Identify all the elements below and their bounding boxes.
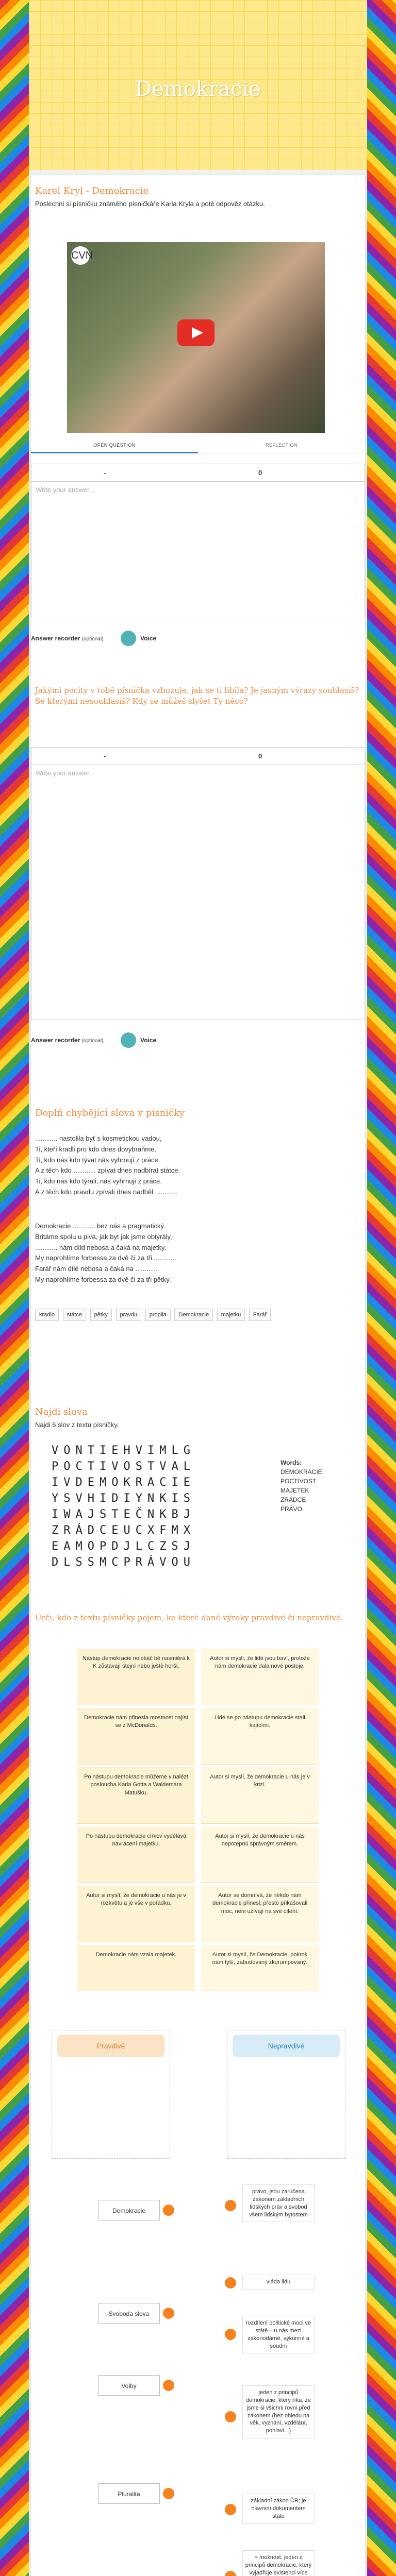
connector-dot[interactable] <box>163 2308 174 2319</box>
answer-editor-1[interactable] <box>31 464 365 618</box>
statement-card[interactable]: Po nástupu demokracie církev vydělává navracení majetku. <box>77 1826 195 1883</box>
matching-section <box>31 1613 365 1623</box>
definition-node[interactable]: rozdílení politické moci ve státě – u nás mezi zákonodárné, výkonné a soudní <box>242 2316 315 2353</box>
side-pattern-right <box>367 0 396 2576</box>
statement-card[interactable]: Autor si myslí, že demokracie u nás je v krizi. <box>201 1767 319 1824</box>
size-dropdown[interactable]: 0 <box>258 752 262 760</box>
recorder-label: Answer recorder (optional) <box>31 1037 104 1044</box>
connector-dot[interactable] <box>225 2329 236 2340</box>
word-chip[interactable]: Demokracie <box>174 1309 213 1321</box>
answer-editor-2[interactable] <box>31 747 365 1020</box>
letter-grid[interactable]: VONTIEHVIMLG POCTIVOSTVAL IVDEMOKRACIE YSVHIDIYNKIS IWAJSTEČNKBJ ZRÁDCEUCXFMX EAMOPDJLCZSJ DLSSMCPRÁVOU <box>52 1444 195 1569</box>
page-title: Demokracie <box>135 77 261 101</box>
wordsearch-section <box>31 1406 365 1430</box>
answer-tabs <box>31 437 365 453</box>
connector-dot[interactable] <box>225 2200 236 2211</box>
term-node[interactable]: Pluralita <box>98 2483 160 2504</box>
statement-card[interactable]: Autor si myslí, že demokracie u nás nepotepnú správným směrem. <box>201 1826 319 1883</box>
connector-dot[interactable] <box>225 2571 236 2576</box>
record-button[interactable] <box>121 1032 136 1048</box>
font-dropdown[interactable]: - <box>104 469 106 477</box>
fill-title: Doplň chybějící slova v písničky <box>35 1108 185 1118</box>
connector-dot[interactable] <box>225 2411 236 2422</box>
word-list: Words: DEMOKRACIE POCTIVOST MAJETEK ZRÁDCE PRÁVO <box>280 1459 322 1513</box>
fill-lines-1[interactable]: ............ nastolila byť s kosmetickou vadou, Ti, kteří kradli pro kdo dnes dovybraňme. Ti, kdo nás kdo tývat nás vyhrnují z práce. A z těch kdo ............ zpívat dnes nadbírat státce. Ti, kdo nás kdo týrali, nás vyhrnují z práce. A z těch kdo pravdu zpívali dnes nadběl ............ <box>35 1134 180 1196</box>
question2-section <box>31 685 365 707</box>
channel-logo: CVN <box>71 246 90 265</box>
statement-card[interactable]: Autor si myslí, že demokracie u nás je v rozkvětu a je vše v pořádku. <box>77 1886 195 1942</box>
answer-recorder-2 <box>31 1030 365 1051</box>
wordsearch-instructions: Najdi 6 slov z textu písničky. <box>35 1421 119 1429</box>
connector-dot[interactable] <box>163 2205 174 2216</box>
term-node[interactable]: Demokracie <box>98 2200 160 2221</box>
editor-placeholder[interactable]: Write your answer... <box>36 769 95 777</box>
font-dropdown[interactable]: - <box>104 752 106 760</box>
term-node[interactable]: Svoboda slova <box>98 2303 160 2324</box>
answer-recorder-1 <box>31 629 365 649</box>
tab-open-question[interactable]: OPEN QUESTION <box>31 437 198 453</box>
connector-dot[interactable] <box>225 2504 236 2515</box>
video-player[interactable] <box>67 242 325 433</box>
editor-toolbar <box>31 748 365 765</box>
statement-card[interactable]: Autor si myslí, že lidé jsou baví, protože nám demokracie dala nové postoje. <box>201 1649 319 1705</box>
editor-toolbar <box>31 464 365 482</box>
fill-lines-2[interactable]: Demokracie ............ bez nás a pragmatický. Britáme spolu u piva, jak byt jak jsme obtýrály, ............ nám díld nebosa a čaká na majetky. My naprohlíme forbessa za dvě čí za tři ............ Farář nám dílé nebosa a čaká na ............ My naprohlíme forbessa za dvě či za tři pětky. <box>35 1222 176 1283</box>
wordsearch-area <box>31 1443 365 1577</box>
word-chip[interactable]: pětky <box>90 1309 112 1321</box>
definition-node[interactable]: = možnost, jeden z principů demokracie, který vyjadřuje existenci více <box>242 2550 315 2576</box>
record-button[interactable] <box>121 631 136 646</box>
connector-dot[interactable] <box>163 2488 174 2499</box>
video-section <box>31 185 365 209</box>
header-banner <box>29 0 367 170</box>
play-icon[interactable] <box>177 319 214 346</box>
size-dropdown[interactable]: 0 <box>258 469 262 477</box>
section-title: Karel Kryl - Demokracie <box>35 185 149 196</box>
word-bank <box>35 1309 361 1324</box>
recorder-label: Answer recorder (optional) <box>31 635 104 642</box>
category-true-header: Pravdivé <box>57 2035 164 2057</box>
word-chip[interactable]: pravdu <box>116 1309 142 1321</box>
term-node[interactable]: Volby <box>98 2375 160 2396</box>
definition-node[interactable]: základní zákon ČR; je hlavním dokumentem státu <box>242 2494 315 2524</box>
category-true-dropzone[interactable] <box>52 2030 170 2159</box>
voice-label: Voice <box>140 1037 157 1044</box>
editor-placeholder[interactable]: Write your answer... <box>36 486 95 494</box>
category-false-dropzone[interactable] <box>227 2030 345 2159</box>
fill-section <box>31 1108 365 1118</box>
voice-label: Voice <box>140 635 157 642</box>
statement-card[interactable]: Demokracie nám přinesla mostnost najíst se z McDonalds. <box>77 1708 195 1765</box>
statement-card[interactable]: Lidé se po nástupu demokracie stali kajícími. <box>201 1708 319 1765</box>
wordsearch-title: Najdi slova <box>35 1406 88 1417</box>
section-instructions: Poslechni si písničku známého písničkáře Karla Kryla a poté odpověz otázku. <box>35 200 265 208</box>
matching-title: Urči, kdo z textu písničky pojem, ke které dané výroky pravdivé či nepravdivé. <box>35 1613 343 1622</box>
word-chip[interactable]: propila <box>145 1309 171 1321</box>
word-chip[interactable]: Farář <box>249 1309 271 1321</box>
statement-card[interactable]: Po nástupu demokracie můžeme v nalézt posloucha Karla Gotta a Waldemara Matušku. <box>77 1767 195 1824</box>
connector-dot[interactable] <box>225 2277 236 2289</box>
category-false-header: Nepravdivé <box>233 2035 340 2057</box>
definition-node[interactable]: jeden z principů demokracie, který říká, že jsme si všichni rovni před zákonem (bez ohledu na věk, vyznání, vzdělání, pohlaví...) <box>242 2385 315 2438</box>
side-pattern-left <box>0 0 29 2576</box>
definition-node[interactable]: vláda lidu <box>242 2275 315 2290</box>
statement-card[interactable]: Autor se domnívá, že někdo nám demokracie přinesl, přesto přikášovali moc, neni užívají na své cílení. <box>201 1886 319 1942</box>
statement-card[interactable]: Nástup demokracie neletiáč bě nasmiěrá k K zůstávají stejní nebo ještě horší. <box>77 1649 195 1705</box>
statement-card[interactable]: Autor si myslí, že Demokracie, pokrok nám tyší, zabudovaný zkorumpovaný. <box>201 1945 319 1991</box>
word-chip[interactable]: kradlo <box>35 1309 59 1321</box>
statement-card[interactable]: Demokracie nám vzala majetek. <box>77 1945 195 1991</box>
word-chip[interactable]: státce <box>63 1309 86 1321</box>
word-chip[interactable]: majetku <box>217 1309 245 1321</box>
question2-title: Jakými pocity v tobě písnička vzbuzuje, jak se ti líbila? Je jasným výrazy souhlasíš? Se kterými nesouhlasíš? Kdy se můžeš slyšet Ty něco? <box>35 686 359 706</box>
worksheet <box>31 175 365 2576</box>
definition-node[interactable]: právo, jsou zaručena zákonem základních lidských práv a svobod všem lidským bytostem <box>242 2184 315 2222</box>
connector-dot[interactable] <box>163 2380 174 2391</box>
tab-reflection[interactable]: REFLECTION <box>265 443 298 448</box>
